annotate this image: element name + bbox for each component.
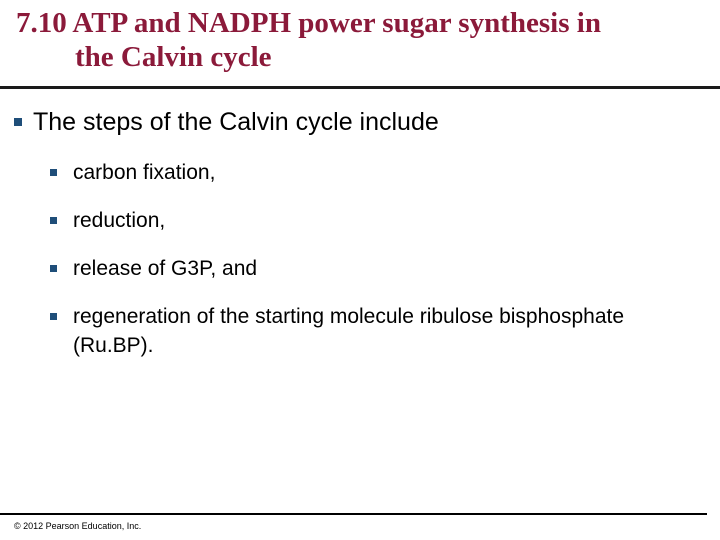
square-bullet-icon bbox=[14, 118, 22, 126]
slide-title-line-1: 7.10 ATP and NADPH power sugar synthesis in bbox=[16, 7, 601, 39]
sub-bullet-item bbox=[50, 302, 690, 360]
title-divider bbox=[0, 86, 720, 89]
square-bullet-icon bbox=[50, 169, 57, 176]
main-bullet bbox=[14, 106, 704, 138]
slide-title bbox=[16, 6, 706, 74]
sub-bullet-text: release of G3P, and bbox=[73, 257, 258, 280]
square-bullet-icon bbox=[50, 313, 57, 320]
main-bullet-text: The steps of the Calvin cycle include bbox=[33, 108, 439, 136]
sub-bullet-item bbox=[50, 254, 690, 283]
square-bullet-icon bbox=[50, 217, 57, 224]
sub-bullet-text: carbon fixation, bbox=[73, 161, 216, 184]
sub-bullet-list bbox=[50, 158, 690, 379]
sub-bullet-item bbox=[50, 206, 690, 235]
slide-title-line-2: the Calvin cycle bbox=[75, 41, 272, 73]
square-bullet-icon bbox=[50, 265, 57, 272]
footer-divider bbox=[0, 513, 707, 515]
sub-bullet-item bbox=[50, 158, 690, 187]
copyright-notice: © 2012 Pearson Education, Inc. bbox=[14, 521, 142, 531]
sub-bullet-text: reduction, bbox=[73, 209, 166, 232]
sub-bullet-text: regeneration of the starting molecule ribulose bisphosphate (Ru.BP). bbox=[73, 305, 625, 357]
